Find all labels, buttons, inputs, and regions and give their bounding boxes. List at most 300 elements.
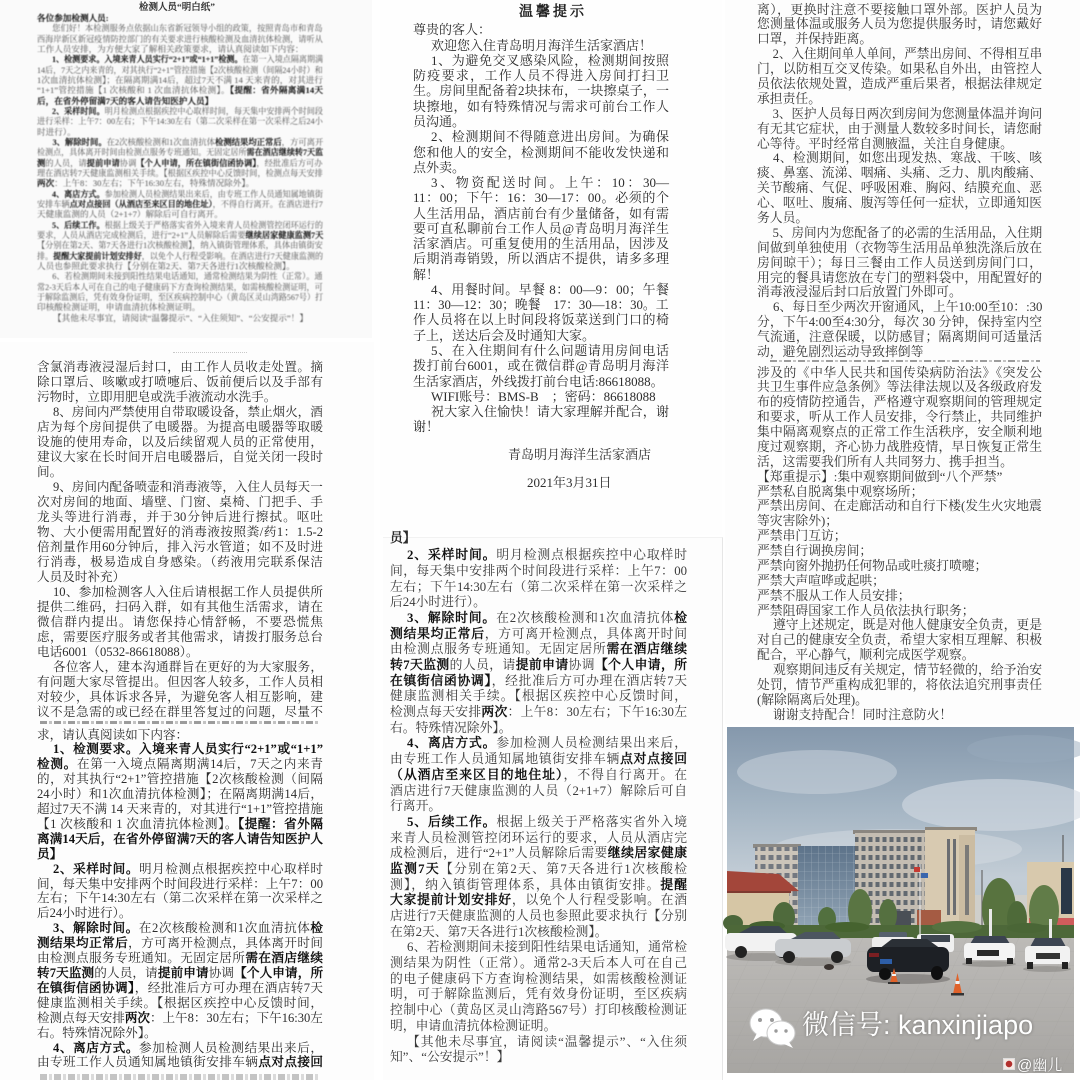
text-run: 涉及的《中华人民共和国传染病防治法》《突发公 — [757, 365, 1042, 380]
rules-text-part-2 — [37, 728, 323, 1071]
text-run: 明月检测点根据疾控中心取样时间，每天集中安排两个时间段 — [104, 106, 323, 117]
bold-text: 提前申请 — [86, 157, 120, 168]
text-run: 14后，7天之内来青的，对其执行“2+1”管控措施【2次核酸检测（间隔24小时）和 — [37, 64, 323, 75]
text-run: 由检测点服务专班通知。无固定居所 — [390, 642, 607, 657]
text-run: 理在酒店转7天健康监测相关手续。【根据区疾控中心反馈时间，检测点每天安排 — [37, 168, 323, 179]
text-line — [757, 225, 1043, 241]
text-run: 心、呕吐、腹痛、腹泻等任何一症状，立即通知医 — [757, 196, 1042, 211]
text-line — [37, 690, 323, 705]
text-run: 协调 — [568, 658, 595, 672]
text-run: 在2次核酸检测和1次血清抗体 — [496, 610, 675, 625]
text-run: 和要求，听从工作人员安排，令行禁止，共同维护 — [757, 410, 1042, 425]
text-line — [390, 909, 687, 925]
bold-text: 3、解除时间。 — [52, 137, 107, 148]
bold-text: 两次 — [124, 1010, 150, 1025]
text-run: 的人员，请 — [45, 157, 87, 168]
text-line — [390, 831, 687, 847]
text-line — [390, 721, 687, 737]
text-run: 人员也参照此要求执行【分别在第2天、第7天各进行1次核酸检测】。 — [37, 260, 295, 271]
text-run: 人员及时补充） — [37, 569, 126, 584]
text-run: 要可直私聊前台工作人员@青岛明月海洋生 — [413, 220, 669, 236]
text-run: 活家酒店。可重复使用的生活用品，因涉及 — [413, 236, 669, 252]
text-run: 提供二维码，扫码入群，如有其他生活需求，请在 — [37, 599, 323, 614]
bold-text: 在镇街信函协调】 — [390, 673, 492, 688]
text-line — [37, 188, 323, 199]
text-run: 倍剂量作用60分钟后，排入污水管道；如不及时进 — [37, 539, 323, 554]
text-run: 关节酸痛、气促、呼吸困难、胸闷、结膜充血、恶 — [757, 181, 1042, 196]
text-line — [757, 181, 1042, 196]
text-line — [37, 495, 323, 510]
text-line — [757, 485, 1042, 500]
bold-text: 继续居家健康 — [607, 846, 687, 861]
text-line — [37, 742, 323, 757]
text-run: 您测量体温或服务人员为您提供服务时，请您戴好 — [757, 17, 1042, 32]
text-run: 店进行7天健康监测的人员也参照此要求执行【分别 — [390, 909, 687, 923]
bold-text: 需在酒店继续 — [245, 951, 324, 966]
text-run: 右。特殊情况除外】。 — [390, 720, 512, 735]
text-run: 9、房间内配备喷壶和消毒液等，入住人员每天一 — [52, 479, 323, 494]
text-line — [390, 611, 687, 627]
text-run: 协调 — [208, 966, 235, 980]
bold-text: 测 — [37, 157, 46, 168]
bold-text: 员】 — [37, 846, 63, 861]
text-run: 间，每天集中安排两个时间段进行采样：上午7：00 — [390, 563, 687, 578]
text-run: 控制中心（黄岛区灵山湾路567号）打印核酸检测证 — [390, 1003, 687, 1018]
text-run: 3、医护人员每日两次到房间为您测量体温并询问 — [772, 106, 1043, 121]
text-run: 2、检测期间不得随意进出房间。为确保 — [431, 129, 669, 145]
text-run: 参加检测人员检测结果出来后，由专班工作人员通知属地镇街 — [104, 188, 323, 199]
text-line — [37, 675, 323, 690]
text-line — [37, 390, 323, 405]
text-run: 解！ — [413, 266, 440, 282]
text-line — [757, 529, 1042, 544]
text-run: ，以免个人行程受影响。在酒 — [511, 893, 688, 908]
bold-text: 4、离店方式。 — [53, 1040, 139, 1055]
text-run: 检测点每天安排 — [37, 1010, 125, 1025]
bold-text: 检测。 — [37, 757, 77, 772]
notice-title: 检测人员“明白纸” — [138, 3, 215, 13]
text-run: 电话6001（0532-86618088）。 — [37, 644, 199, 659]
text-run: 严禁串门互访； — [757, 529, 847, 544]
bold-text: 检测结果均正常后 — [215, 137, 282, 148]
wechat-watermark-text: 微信号: kanxinjiapo — [802, 1010, 1034, 1040]
text-line — [37, 772, 323, 787]
text-line — [757, 380, 1042, 395]
bold-text: 点对点接回（从酒店至来区目的地住址） — [69, 199, 213, 209]
text-run: 3、物资配送时间。上午：10：30— — [431, 175, 669, 191]
text-line — [390, 878, 687, 894]
text-run: 严禁出房间、在走廊活动和自行下楼(发生火灾地震 — [757, 499, 1042, 514]
text-line — [390, 674, 687, 690]
text-line — [757, 499, 1041, 514]
text-run: 后期消毒销毁，所以酒店不提供，请多多理 — [413, 251, 669, 267]
bold-text: 【提醒：省外隔离满14天 — [229, 85, 324, 96]
text-line — [37, 44, 323, 54]
text-line — [757, 62, 1042, 77]
text-line — [390, 1003, 687, 1019]
text-run: 子上，送达后会及时通知大家。 — [413, 327, 596, 343]
text-run: 消毒液浸湿后封口后放置门外即可。 — [757, 285, 962, 300]
text-run: WIFI账号：BMS-B ；密码：86618088 — [431, 388, 656, 404]
text-line — [37, 375, 323, 390]
bold-text: 5、后续工作。 — [52, 219, 105, 230]
text-line — [757, 17, 1042, 32]
text-run: 尊贵的客人： — [413, 22, 492, 38]
bold-text: 两次 — [481, 705, 508, 720]
text-line — [757, 92, 1042, 107]
text-line — [37, 13, 323, 23]
text-line — [37, 360, 323, 375]
text-run: 的人员，请 — [94, 966, 158, 980]
text-run: 知”、“公安提示”！】 — [390, 1050, 510, 1065]
text-line — [37, 1026, 323, 1041]
bold-text: 1、检测要求。入境来青人员实行“2+1”或“1+1”检测。 — [52, 54, 243, 65]
text-run: 店为每个房间提供了电暖器。为提高电暖器等取暖 — [37, 419, 323, 434]
text-run: 【其他未尽事宜，请阅读“温馨提示”、“入住须 — [407, 1034, 687, 1049]
text-run: 的电子健康码下方查询检测结果，如需核酸检测证 — [390, 971, 687, 986]
text-line — [37, 1055, 323, 1070]
text-line — [37, 832, 323, 847]
text-line — [757, 196, 1042, 211]
quarantine-rules-part-1 — [757, 3, 1042, 360]
text-line — [37, 219, 323, 230]
text-run: ，方可离开检测点，具体离开时间 — [128, 936, 324, 951]
bold-text: （从酒店至来区目的地住址） — [390, 767, 564, 782]
text-run: 2、入住期间单人单间，严禁出房间、不得相互串 — [772, 47, 1043, 62]
text-line — [37, 600, 323, 615]
bold-text: 1、检测要求。入境来青人员实行“2+1”或“1+1” — [53, 742, 323, 757]
text-line — [413, 129, 669, 144]
text-run: ，以免个人行程受影响。在酒店进行7天健康监测的 — [141, 250, 324, 261]
text-run: 天健康监测的人员（2+1+7）解除后可自行离开。 — [37, 209, 223, 220]
text-run: 欢迎您入住青岛明月海洋生活家酒店！ — [431, 37, 653, 53]
cropped-text-line — [770, 360, 1040, 362]
text-line — [757, 559, 1042, 574]
text-run: 由专班工作人员通知属地镇街安排车辆 — [37, 1055, 259, 1070]
text-run: 1次血清抗体检测】；在隔离期满14后，超过7天不满 14 天来青的，对其进行 — [37, 75, 323, 86]
bold-text: 继续居家健康监测7天 — [245, 229, 324, 240]
text-line — [390, 564, 687, 580]
text-run: 行消毒，极易造成自身感染。（药液用完联系保洁 — [37, 554, 323, 569]
text-line — [37, 85, 323, 95]
text-run: 生。房间里配备着2块抹布，一块擦桌子，一 — [413, 83, 669, 99]
text-run: 健康监测相关手续。【根据区疾控中心反馈时间， — [390, 689, 687, 704]
text-run: 员沟通。 — [413, 113, 466, 129]
text-run: 务人员。 — [757, 210, 809, 225]
text-line — [37, 660, 323, 675]
text-line — [413, 190, 669, 205]
text-line — [757, 708, 1042, 723]
text-line — [413, 83, 669, 98]
text-line — [413, 160, 669, 175]
text-line — [37, 981, 323, 996]
bold-text: 离满14天后，在省外停留满7天的客人请告知医护人 — [37, 831, 323, 846]
text-run: 含氯消毒液浸湿后封口，由工作人员收走处置。摘 — [37, 359, 323, 374]
text-line — [413, 68, 669, 83]
text-line — [757, 256, 1042, 271]
text-run: 右。特殊情况除外】。 — [37, 1025, 157, 1040]
text-line — [390, 658, 687, 674]
text-line — [413, 53, 669, 68]
text-run: 间，每天集中安排两个时间段进行采样：上午7：00 — [37, 876, 323, 891]
text-line — [37, 302, 323, 312]
bold-text: 监测7天 — [390, 861, 440, 876]
text-run: ，不得自行离开。在 — [563, 767, 687, 782]
text-run: 左右；下午14:30左右（第二次采样在第一次采样之 — [37, 891, 323, 906]
text-line — [413, 38, 669, 53]
text-run: 次对房间的地面、墙壁、门窗、桌椅、门把手、手 — [37, 494, 323, 509]
bold-text: 提前申请 — [157, 966, 209, 980]
bold-text: 提前申请 — [515, 658, 569, 672]
text-run: 超过7天不满 14 天来青的，对其进行“1+1”管控措施 — [37, 802, 323, 817]
tips-body — [413, 22, 669, 434]
text-line — [37, 570, 323, 585]
text-line — [37, 250, 324, 261]
text-run: 遵守上述规定，既是对他人健康安全负责，更是 — [773, 618, 1042, 633]
text-run: 块擦地，如有特殊情况与需求可前台工作人 — [413, 98, 669, 114]
text-line — [37, 787, 323, 802]
text-run: 1、为避免交叉感染风险，检测期间按照 — [431, 52, 669, 68]
text-line — [390, 972, 687, 988]
text-line — [413, 328, 669, 343]
text-line — [390, 1019, 687, 1035]
text-line — [390, 846, 687, 862]
text-line — [413, 267, 669, 282]
text-line — [37, 555, 323, 570]
bold-text: 3、解除时间。 — [53, 921, 139, 936]
text-line — [390, 736, 687, 752]
bold-text: 后，在省外停留满7天的客人请告知医护人员】 — [37, 95, 214, 106]
text-run: 对自己的健康安全负责，希望大家相互理解、积极 — [757, 633, 1042, 648]
text-run: 【分别在第2天、第7天各进行1次核酸检 — [439, 861, 687, 876]
text-line — [37, 157, 323, 168]
text-run: 有无其它症状，由于测量人数较多时间长，请您耐 — [757, 121, 1042, 136]
text-line — [390, 784, 687, 800]
text-line — [757, 693, 1042, 708]
text-run: ，不得自行离开。在酒店进行7 — [212, 199, 323, 209]
bold-text: 转7天监测 — [37, 966, 95, 980]
text-run: 在第2天、第7天各进行1次核酸检测】。 — [390, 924, 608, 939]
text-line — [37, 585, 323, 600]
text-line — [37, 64, 323, 75]
text-run: 配合，平心静气，顺利完成医学观察。 — [757, 648, 975, 663]
text-run: 在第一入境点隔离期满14后，7天之内来青 — [76, 757, 324, 772]
text-line — [37, 147, 324, 158]
page-edge-artifact — [173, 352, 247, 353]
text-run: 作人员将在以上时间段将饭菜送到门口的椅 — [413, 312, 669, 328]
text-run: ，经批准后方可办理在酒店转7天 — [134, 980, 323, 995]
text-line — [757, 77, 1042, 92]
text-line — [413, 358, 669, 373]
text-line — [757, 455, 1042, 470]
cropped-text-line — [40, 1074, 320, 1080]
text-line — [390, 627, 687, 643]
text-line — [757, 137, 1042, 152]
bold-text: 5、后续工作。 — [407, 814, 497, 829]
text-line — [37, 116, 323, 127]
text-line — [37, 615, 323, 630]
text-run: 印核酸检测证明，申请血清抗体检测证明。 — [37, 302, 201, 313]
text-run: 根据上级关于严格落实省外入境来青人员检测管控闭环运行的 — [104, 219, 323, 230]
text-run: 间。 — [37, 464, 63, 479]
text-run: 用完的餐具请您放在专门的塑料袋中，用配置好的 — [757, 270, 1042, 285]
text-run: 对较少，具体诉求各异，为避免客人相互影响，建 — [37, 689, 323, 704]
bold-text: 【个人申请，所 — [594, 658, 688, 672]
text-line — [757, 425, 1042, 440]
text-run: 分，下午4:00至4:30分，每次 30 分钟，保持室内空 — [757, 315, 1042, 330]
text-run: 参加检测人员检测结果出来后， — [139, 1040, 324, 1055]
text-run: 5、房间内为您配备了的必需的生活用品，入住期 — [772, 225, 1043, 240]
text-line — [390, 893, 687, 909]
notice-body — [37, 13, 323, 323]
bold-text: 4、离店方式。 — [407, 736, 497, 751]
text-line — [413, 251, 669, 266]
bold-text: 【个人申请，所 — [234, 966, 324, 980]
text-line — [757, 633, 1042, 648]
quarantine-rules-part-2 — [757, 366, 1042, 723]
text-line — [37, 209, 323, 219]
text-line — [413, 206, 669, 221]
text-run: 工作人员安排，为方便大家了解相关政策要求，请认真阅读如下内容： — [37, 44, 304, 55]
text-line — [37, 281, 323, 292]
text-run: ，经批准后方可办 — [256, 157, 323, 168]
bold-text: 检 — [310, 921, 324, 936]
text-run: 您和他人的安全，检测期间不能收发快递和 — [413, 144, 669, 160]
text-line — [757, 3, 1042, 18]
text-run: 在第一入境点隔离期满 — [242, 54, 324, 65]
text-line — [390, 752, 687, 768]
text-line — [37, 1041, 323, 1056]
bold-text: 检 — [674, 610, 688, 625]
text-run: 防疫要求，工作人员不得进入房间打扫卫 — [413, 68, 669, 84]
text-run: ：上午8：30左右；下午16:30左右，特殊情况除外】。 — [54, 178, 255, 189]
text-run: 祝大家入住愉快！请大家理解并配合，谢 — [431, 404, 669, 420]
text-line — [757, 315, 1042, 330]
text-run: 建议大家在长时间开启电暖器后，自觉关闭一段时 — [37, 449, 323, 464]
text-line — [413, 236, 669, 251]
text-line — [757, 618, 1042, 633]
text-run: 严禁不服从工作人员安排； — [757, 588, 911, 603]
bold-text: 3、解除时间。 — [407, 610, 497, 625]
text-line — [37, 291, 324, 302]
text-line — [37, 168, 323, 179]
text-line — [757, 330, 1042, 345]
text-run: 来青人员检测管控闭环运行的要求，人员从酒店完 — [390, 830, 687, 845]
text-run: 24小时）和1次血清抗体检测】；在隔离期满14后， — [37, 787, 323, 802]
text-line — [37, 757, 323, 772]
text-run: 生活家酒店，外线拨打前台电话:86618088。 — [413, 373, 664, 389]
text-run: 于解除监测后，凭有效身份证明，至区疾病控制中心（黄岛区灵山湾路567号）打 — [37, 291, 324, 302]
credit-text: @幽儿 — [1017, 1056, 1063, 1074]
text-run: 8、房间内严禁使用自带取暖设备，禁止烟火，酒 — [52, 404, 323, 419]
text-line — [37, 728, 323, 743]
text-line — [37, 178, 323, 188]
text-line — [757, 604, 1042, 619]
text-line — [757, 574, 1042, 589]
text-run: 测结果为阴性（正常）。通常2-3天后本人可在自己 — [390, 956, 687, 971]
text-run: 由检测点服务专班通知。无固定居所 — [37, 951, 246, 966]
text-line — [37, 23, 323, 34]
ground-object — [824, 964, 834, 970]
tips-title: 温馨提示 — [519, 5, 587, 20]
text-line — [37, 435, 323, 450]
text-line — [37, 271, 323, 282]
text-line — [37, 705, 323, 720]
text-line — [757, 440, 1042, 455]
text-run: 明月检测点根据疾控中心取样时 — [496, 548, 687, 563]
hotel-exterior-photo — [727, 727, 1074, 1073]
text-line — [37, 936, 323, 951]
text-run: 10、参加检测客人入住后请根据工作人员提供所 — [53, 584, 323, 599]
text-run: 除口罩后、咳嗽或打喷嚏后、饭前便后以及手部有 — [37, 374, 323, 389]
text-run: 等灾害除外)； — [757, 514, 839, 529]
text-run: 微信群内提出。请您保持心情舒畅，不要恐慌焦 — [37, 614, 323, 629]
text-run: 间做到单独使用（衣物等生活用品单独洗涤后放在 — [757, 240, 1042, 255]
text-line — [390, 580, 687, 596]
text-line — [413, 419, 669, 434]
text-line — [413, 282, 669, 297]
text-line — [757, 211, 1042, 226]
bold-text: 点对点接回 — [620, 752, 688, 767]
text-line — [37, 199, 323, 209]
bold-text: 点对点接回 — [258, 1055, 324, 1070]
text-run: 污物时，立即用肥皂或洗手液流动水洗手。 — [37, 389, 277, 404]
text-run: ，经批准后方可办理在酒店转7天 — [491, 673, 687, 688]
text-run: 【1 次核酸和 1 次血清抗体检测】。 — [37, 816, 238, 831]
text-line — [413, 312, 669, 327]
text-line — [413, 404, 669, 419]
text-run: ，方可离开检测点，具体离开时间 — [484, 626, 688, 641]
text-line — [37, 847, 323, 862]
text-run: 时进行）。 — [37, 126, 76, 137]
text-line — [37, 877, 323, 892]
text-run: 的，对其执行“2+1”管控措施【2次核酸检测（间隔 — [37, 772, 323, 787]
text-line — [390, 689, 687, 705]
text-run: 观察期间违反有关规定，情节轻微的，给予治安 — [773, 663, 1042, 678]
photo-credit — [1003, 1055, 1062, 1073]
text-line — [390, 768, 687, 784]
text-line — [37, 1011, 322, 1026]
text-line — [757, 241, 1042, 256]
text-line — [37, 891, 323, 906]
text-run: 布的疫情防控通告，严格遵守观察期间的管理规定 — [757, 395, 1042, 410]
text-line — [37, 921, 323, 936]
bold-text: 2、采样时间。 — [53, 861, 139, 876]
text-line — [757, 395, 1042, 410]
document-scan-testing-notice — [0, 0, 372, 338]
text-run: 【分别在第2天、第7天各进行1次核酸检测】，纳入镇街管理体系，具体由镇街安 — [37, 240, 323, 251]
text-run: 明，申请血清抗体检测证明。 — [390, 1018, 557, 1033]
text-line — [413, 297, 669, 313]
fragment-text: 员】 — [390, 531, 416, 545]
text-run: 动，避免剧烈运动导致摔倒等 — [757, 344, 924, 359]
text-run: 明，可于解除监测后，凭有效身份证明，至区疾病 — [390, 987, 687, 1002]
text-run: 设施的使用寿命，以及后续留观人员的正常使用， — [37, 434, 323, 449]
text-run: 严禁向窗外抛扔任何物品或吐痰打喷嚏； — [757, 558, 988, 573]
text-line — [37, 405, 322, 420]
document-scan-guest-rules — [0, 342, 374, 1080]
text-run: 左右；下午14:30左右（第二次采样在第一次采样之 — [390, 579, 687, 594]
text-line — [390, 1050, 687, 1066]
text-run: 处罚，情节严重构成犯罪的，将依法追究刑事责任 — [757, 677, 1042, 692]
text-line — [37, 313, 323, 323]
text-run: 【郑重提示】:集中观察期间做到“八个严禁” — [757, 469, 1003, 484]
text-line — [37, 630, 323, 645]
text-line — [757, 589, 1042, 604]
text-run: 严禁自行调换房间； — [757, 544, 873, 559]
text-run: 点外卖。 — [413, 159, 466, 175]
text-line — [757, 663, 1042, 678]
